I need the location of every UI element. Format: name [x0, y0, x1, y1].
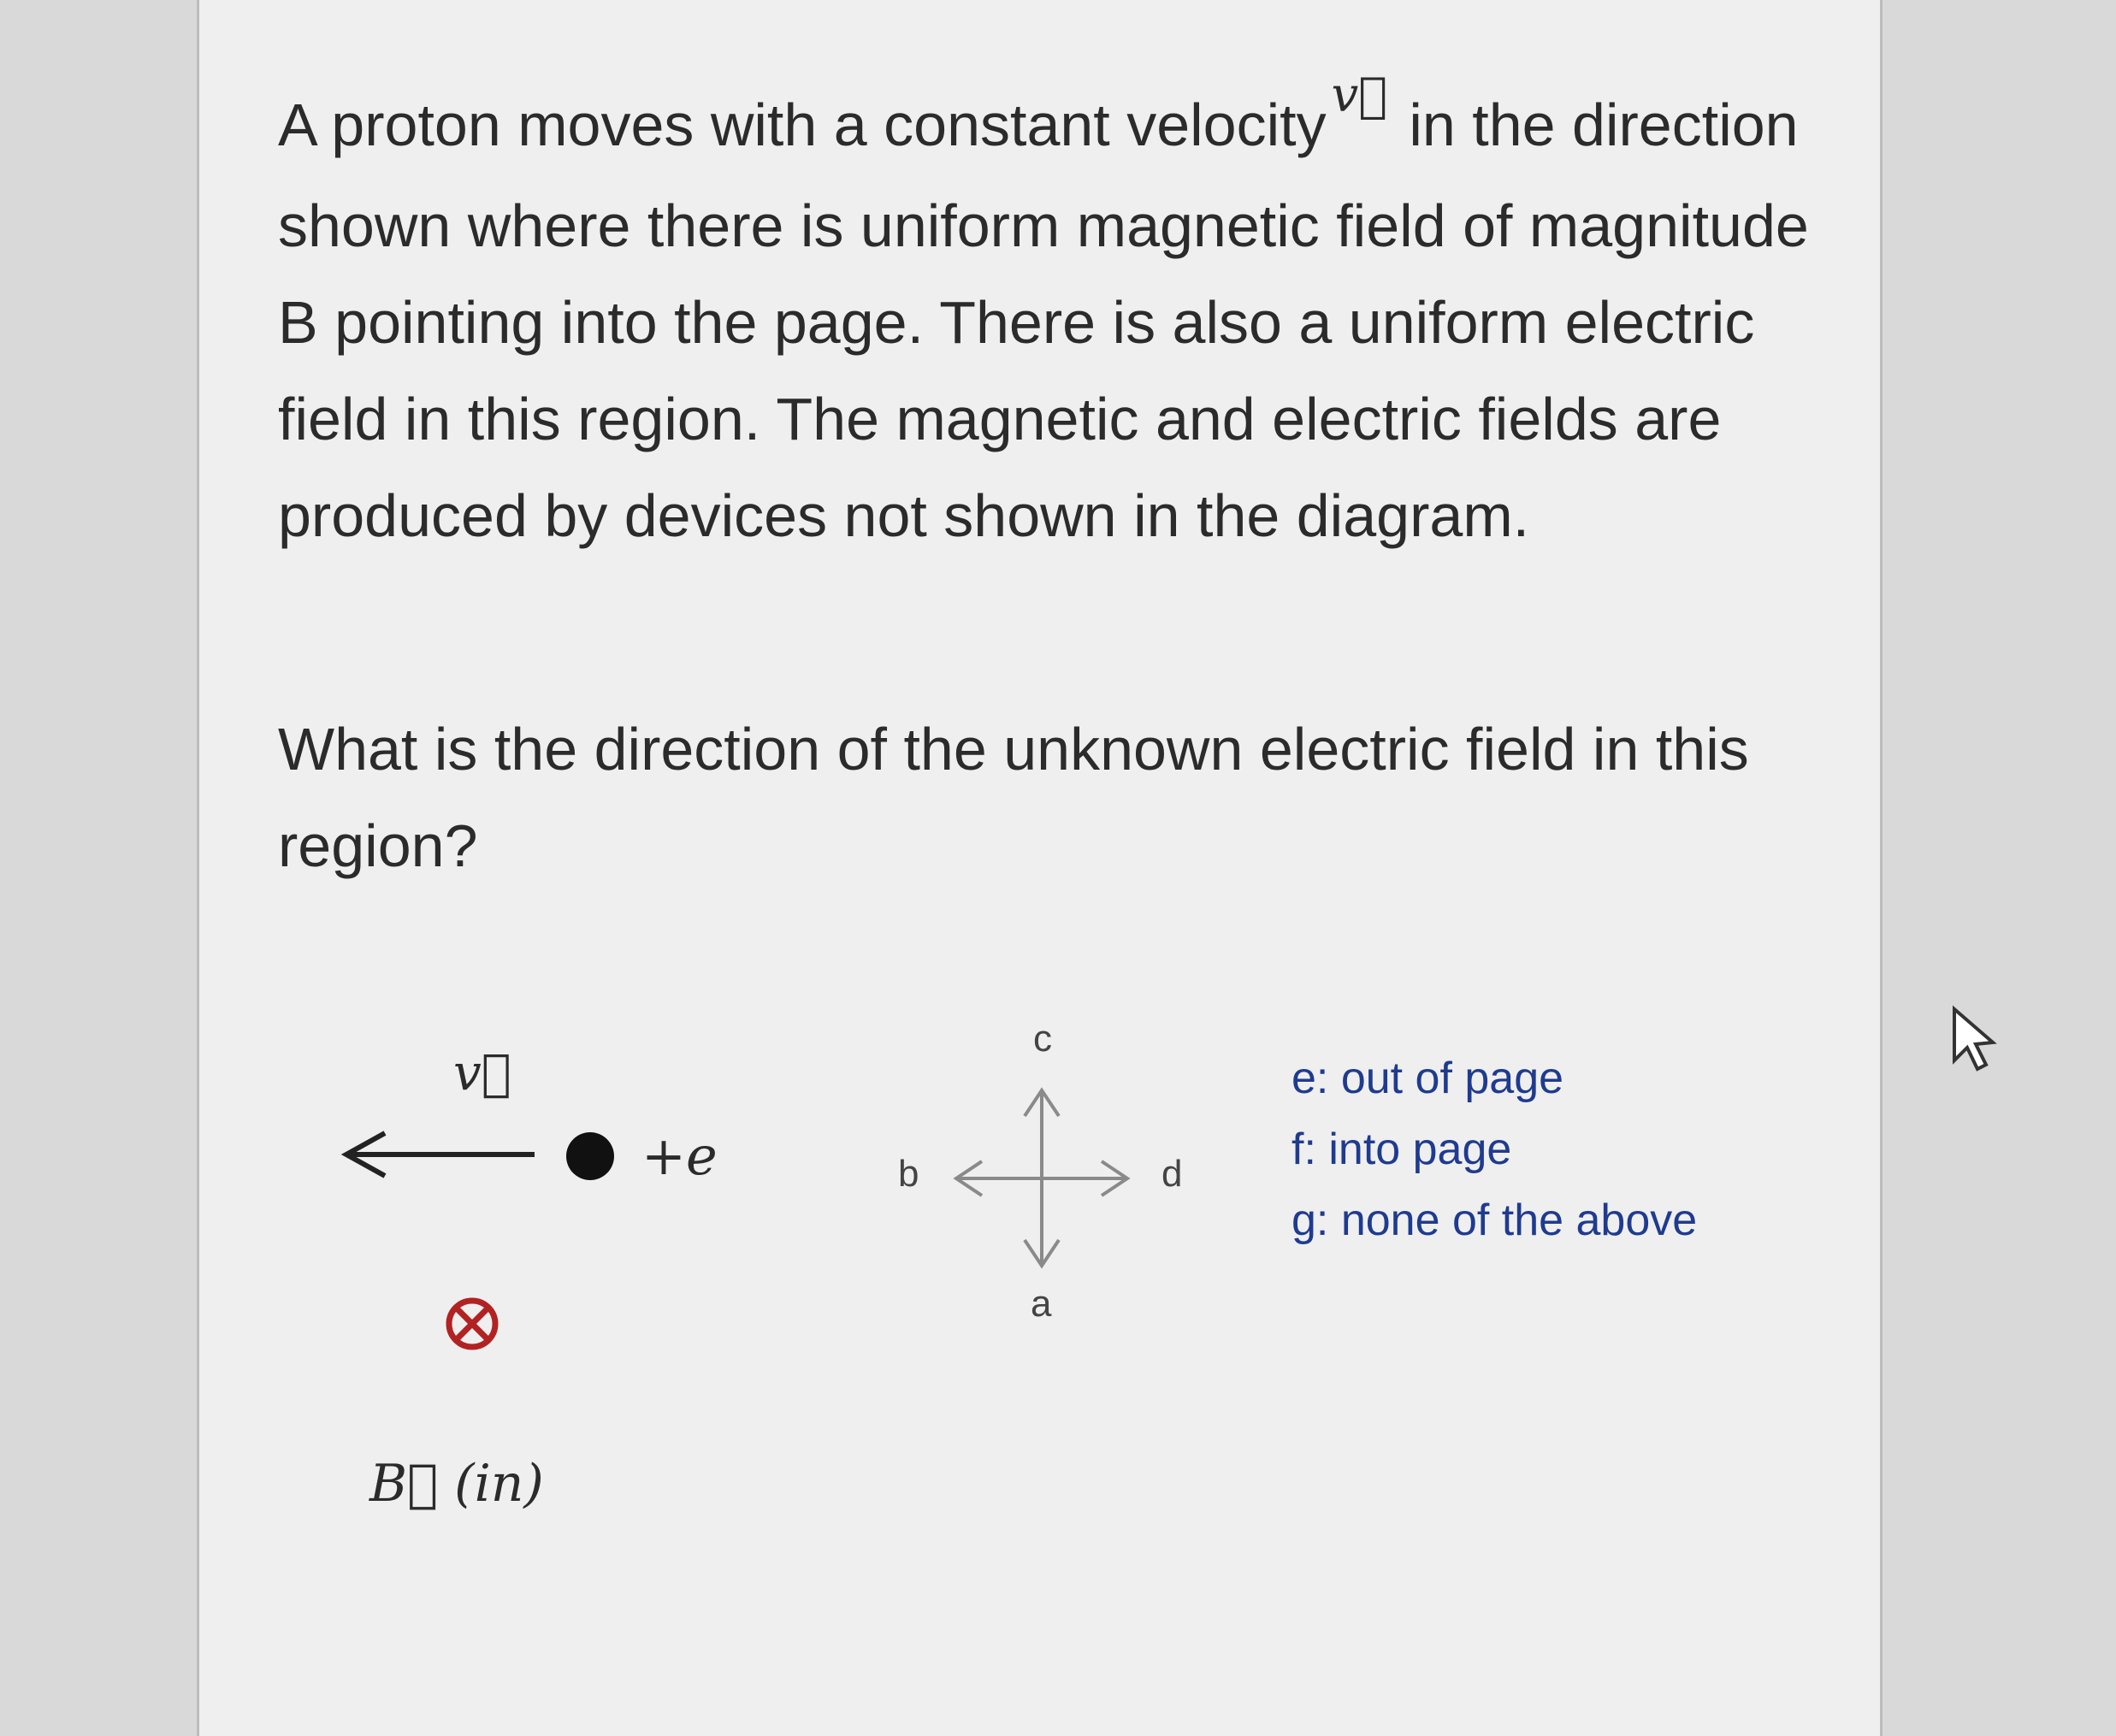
mouse-cursor-icon [1954, 1009, 1993, 1069]
question-line-rest: in the direction shown where there is uniform magnetic field of magnitude B pointing into the page. There is also a uniform electric field in this region. The magnetic and electric fields are produced by devices not shown in the diagram. [278, 92, 1809, 549]
direction-label-down: a [1031, 1283, 1052, 1325]
direction-label-up: c [1033, 1018, 1052, 1060]
choice-out-of-page: e: out of page [1291, 1054, 1564, 1103]
question-line-start: A proton moves with a constant velocity [278, 92, 1327, 158]
direction-label-left: b [898, 1153, 919, 1195]
choice-none: g: none of the above [1291, 1196, 1698, 1245]
velocity-label: v⃗ [453, 1043, 511, 1101]
field-label: B⃗ (in) [369, 1454, 544, 1514]
direction-label-right: d [1161, 1153, 1183, 1195]
velocity-symbol: v⃗ [1331, 68, 1387, 123]
choice-list [1291, 1043, 1697, 1256]
charge-label: +e [641, 1125, 718, 1187]
question-prompt: What is the direction of the unknown electric field in this region? [278, 716, 1749, 879]
field-into-page-icon [449, 1301, 495, 1347]
proton-dot [566, 1132, 614, 1180]
choice-into-page: f: into page [1291, 1125, 1512, 1174]
direction-cross [956, 1090, 1127, 1266]
